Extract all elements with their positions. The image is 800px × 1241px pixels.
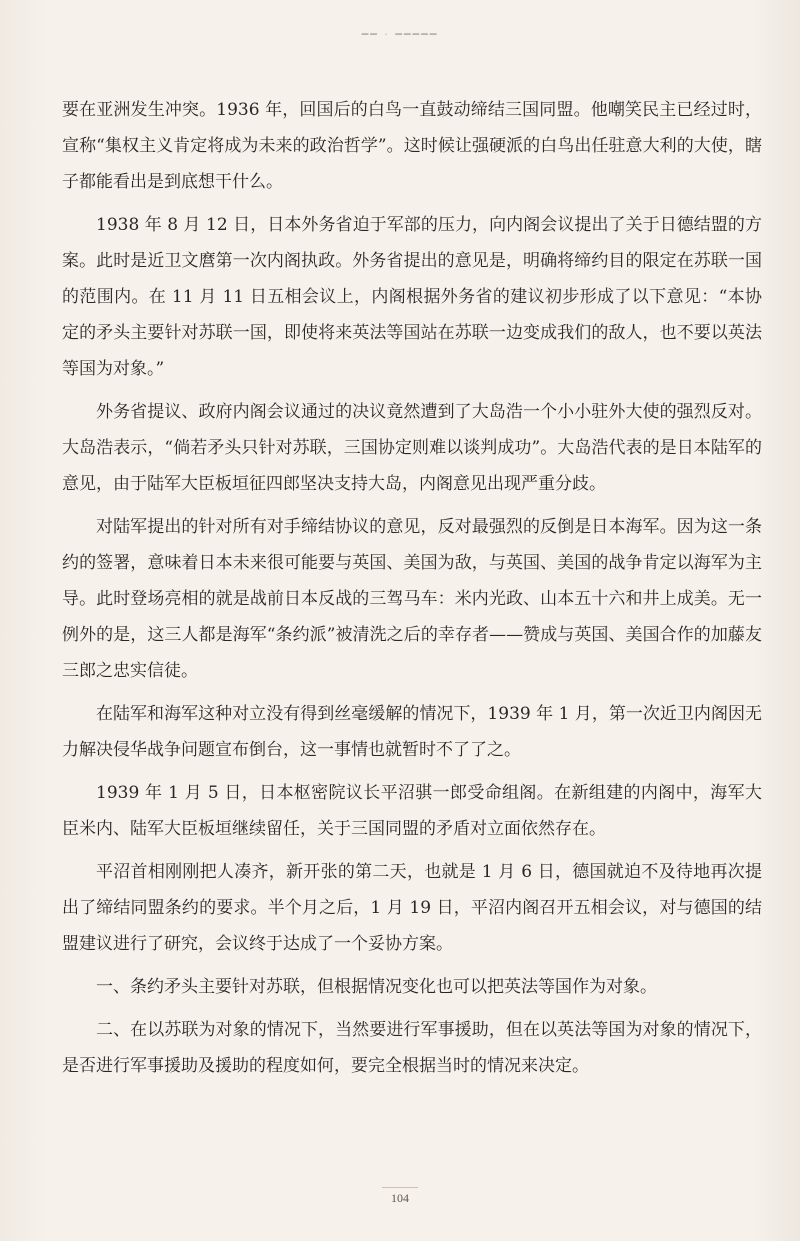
paragraph: 1938 年 8 月 12 日，日本外务省迫于军部的压力，向内阁会议提出了关于日德结盟的方案。此时是近卫文麿第一次内阁执政。外务省提出的意见是，明确将缔约目的限定在苏联一国的范围内。在 11 月 11 日五相会议上，内阁根据外务省的建议初步形成了以下意见：“本协定的矛头主要针对苏联一国，即使将来英法等国站在苏联一边变成我们的敌人，也不要以英法等国为对象。”	[62, 215, 762, 379]
page-number-block	[0, 1187, 800, 1206]
running-head-decoration: ━━ · ━━━━━	[361, 28, 439, 41]
body-text	[62, 92, 762, 1091]
paragraph: 外务省提议、政府内阁会议通过的决议竟然遭到了大岛浩一个小小驻外大使的强烈反对。大岛浩表示，“倘若矛头只针对苏联，三国协定则难以谈判成功”。大岛浩代表的是日本陆军的意见，由于陆军大臣板垣征四郎坚决支持大岛，内阁意见出现严重分歧。	[62, 402, 762, 494]
paragraph: 平沼首相刚刚把人凑齐，新开张的第二天，也就是 1 月 6 日，德国就迫不及待地再次提出了缔结同盟条约的要求。半个月之后，1 月 19 日，平沼内阁召开五相会议，对与德国的结盟建议进行了研究，会议终于达成了一个妥协方案。	[62, 862, 762, 954]
paragraph: 要在亚洲发生冲突。1936 年，回国后的白鸟一直鼓动缔结三国同盟。他嘲笑民主已经过时，宣称“集权主义肯定将成为未来的政治哲学”。这时候让强硬派的白鸟出任驻意大利的大使，瞎子都能看出是到底想干什么。	[62, 100, 762, 192]
paragraph: 对陆军提出的针对所有对手缔结协议的意见，反对最强烈的反倒是日本海军。因为这一条约的签署，意味着日本未来很可能要与英国、美国为敌，与英国、美国的战争肯定以海军为主导。此时登场亮相的就是战前日本反战的三驾马车：米内光政、山本五十六和井上成美。无一例外的是，这三人都是海军“条约派”被清洗之后的幸存者——赞成与英国、美国合作的加藤友三郎之忠实信徒。	[62, 517, 762, 681]
paragraph: 一、条约矛头主要针对苏联，但根据情况变化也可以把英法等国作为对象。	[96, 977, 657, 997]
paragraph: 二、在以苏联为对象的情况下，当然要进行军事援助，但在以英法等国为对象的情况下，是否进行军事援助及援助的程度如何，要完全根据当时的情况来决定。	[62, 1020, 762, 1076]
page-number: 104	[391, 1191, 409, 1205]
paragraph: 在陆军和海军这种对立没有得到丝毫缓解的情况下，1939 年 1 月，第一次近卫内阁因无力解决侵华战争问题宣布倒台，这一事情也就暂时不了了之。	[62, 704, 762, 760]
paragraph: 1939 年 1 月 5 日，日本枢密院议长平沼骐一郎受命组阁。在新组建的内阁中，海军大臣米内、陆军大臣板垣继续留任，关于三国同盟的矛盾对立面依然存在。	[62, 783, 762, 839]
page-number-rule	[382, 1187, 418, 1188]
